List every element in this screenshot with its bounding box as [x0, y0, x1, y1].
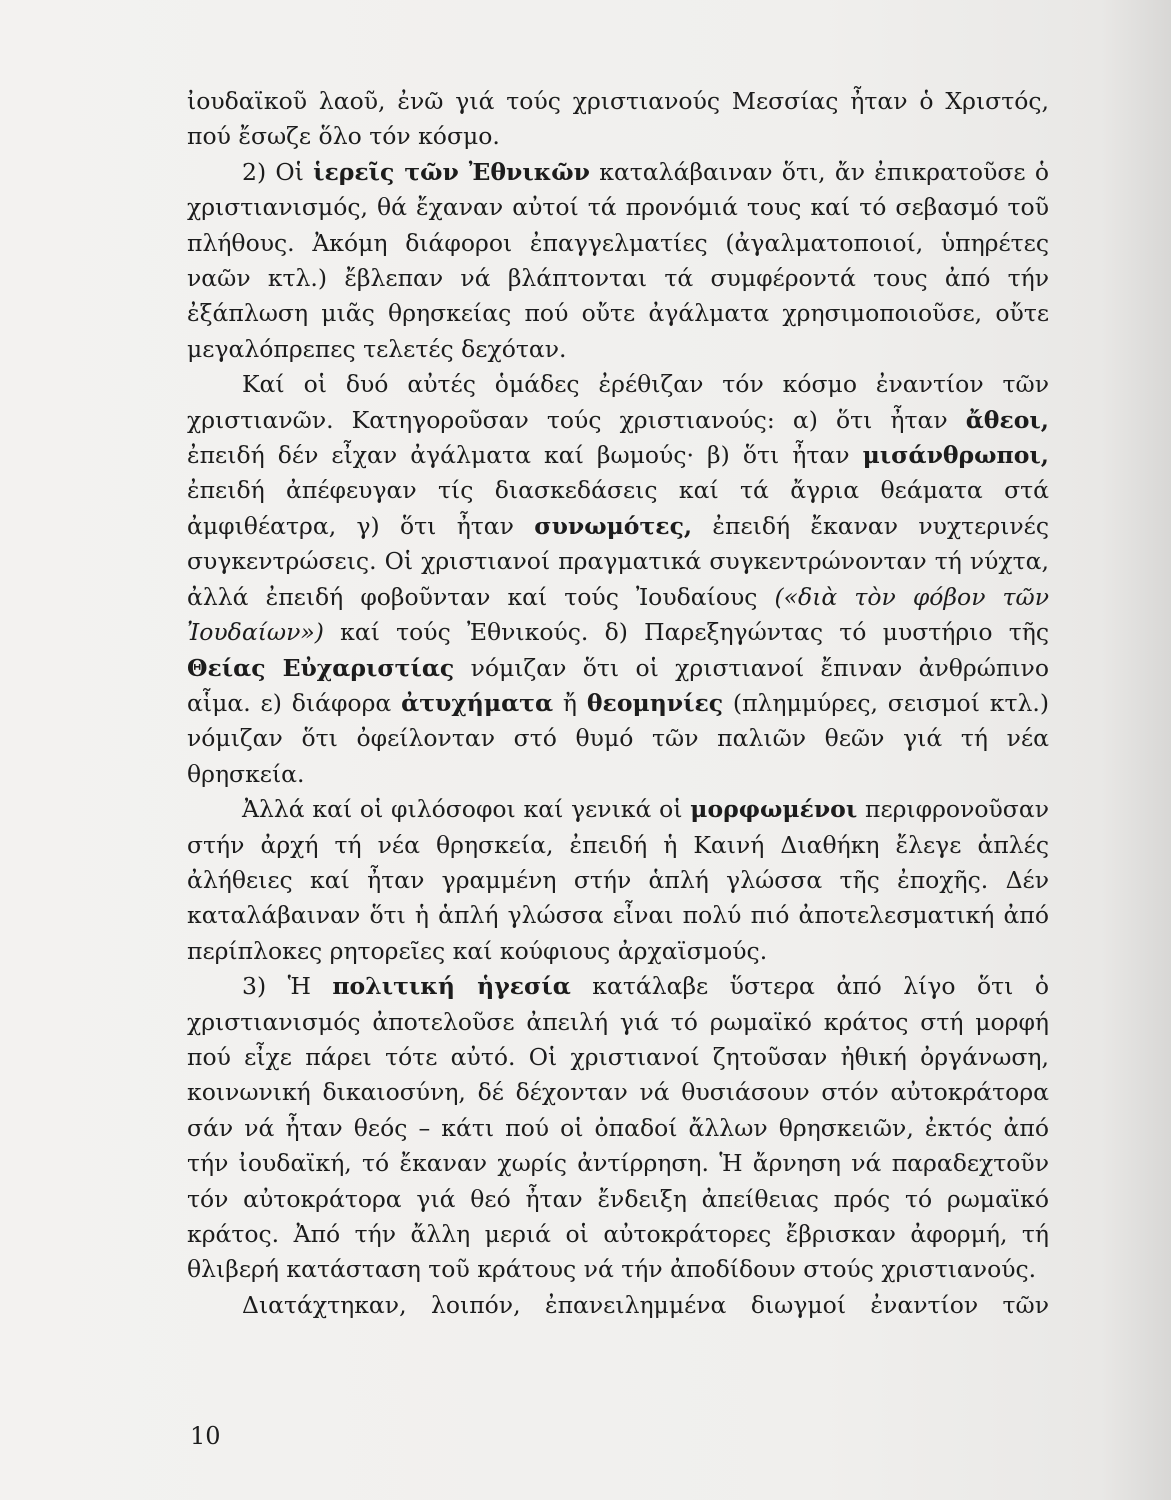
- bold-term: ἀτυχήματα: [401, 688, 554, 717]
- bold-term: πολιτική ἡγεσία: [332, 972, 571, 1001]
- bold-term: μορφωμένοι: [690, 795, 858, 824]
- paragraph-pagan-priests: 2) Οἱ ἱερεῖς τῶν Ἐθνικῶν καταλάβαιναν ὅτι, ἄν ἐπικρατοῦσε ὁ χριστιανισμός, θά ἔχαναν αὐτοί τά προνόμιά τους καί τό σεβασμό τοῦ πλήθους. Ἀκόμη διάφοροι ἐπαγγελματίες (ἀγαλματοποιοί, ὑπηρέτες ναῶν κτλ.) ἔβλεπαν νά βλάπτονται τά συμφέροντά τους ἀπό τήν ἐξάπλωση μιᾶς θρησκείας πού οὔτε ἀγάλματα χρησιμοποιοῦσε, οὔτε μεγαλόπρεπες τελετές δεχόταν.: [187, 157, 1049, 363]
- paragraph-persecutions: Διατάχτηκαν, λοιπόν, ἐπανειλημμένα διωγμοί ἐναντίον τῶν: [242, 1290, 1049, 1319]
- bold-term: Θείας Εὐχαριστίας: [187, 653, 455, 682]
- paragraph-accusations: Καί οἱ δυό αὐτές ὁμάδες ἐρέθιζαν τόν κόσμο ἐναντίον τῶν χριστιανῶν. Κατηγοροῦσαν τούς χριστιανούς: α) ὅτι ἦταν ἄθεοι, ἐπειδή δέν εἶχαν ἀγάλματα καί βωμούς· β) ὅτι ἦταν μισάνθρωποι, ἐπειδή ἀπέφευγαν τίς διασκεδάσεις καί τά ἄγρια θεάματα στά ἀμφιθέατρα, γ) ὅτι ἦταν συνωμότες, ἐπειδή ἔκαναν νυχτερινές συγκεντρώσεις. Οἱ χριστιανοί πραγματικά συγκεντρώνονταν τή νύχτα, ἀλλά ἐπειδή φοβοῦνταν καί τούς Ἰουδαίους («διὰ τὸν φόβον τῶν Ἰουδαίων») καί τούς Ἐθνικούς. δ) Παρεξηγώντας τό μυστήριο τῆς Θείας Εὐχαριστίας νόμιζαν ὅτι οἱ χριστιανοί ἔπιναν ἀνθρώπινο αἷμα. ε) διάφορα ἀτυχήματα ἤ θεομηνίες (πλημμύρες, σεισμοί κτλ.) νόμιζαν ὅτι ὀφείλονταν στό θυμό τῶν παλιῶν θεῶν γιά τή νέα θρησκεία.: [187, 370, 1049, 788]
- page-number: 10: [190, 1422, 221, 1450]
- bold-term: ἱερεῖς τῶν Ἐθνικῶν: [313, 157, 590, 186]
- bold-term: ἄθεοι,: [965, 405, 1049, 434]
- paragraph-continuation: ἰουδαϊκοῦ λαοῦ, ἐνῶ γιά τούς χριστιανούς Μεσσίας ἦταν ὁ Χριστός, πού ἔσωζε ὅλο τόν κόσμο.: [187, 87, 1049, 151]
- paragraph-political-leadership: 3) Ἡ πολιτική ἡγεσία κατάλαβε ὕστερα ἀπό λίγο ὅτι ὁ χριστιανισμός ἀποτελοῦσε ἀπειλή γιά τό ρωμαϊκό κράτος στή μορφή πού εἶχε πάρει τότε αὐτό. Οἱ χριστιανοί ζητοῦσαν ἠθική ὀργάνωση, κοινωνική δικαιοσύνη, δέ δέχονταν νά θυσιάσουν στόν αὐτοκράτορα σάν νά ἦταν θεός – κάτι πού οἱ ὀπαδοί ἄλλων θρησκειῶν, ἐκτός ἀπό τήν ἰουδαϊκή, τό ἔκαναν χωρίς ἀντίρρηση. Ἡ ἄρνηση νά παραδεχτοῦν τόν αὐτοκράτορα γιά θεό ἦταν ἔνδειξη ἀπείθειας πρός τό ρωμαϊκό κράτος. Ἀπό τήν ἄλλη μεριά οἱ αὐτοκράτορες ἔβρισκαν ἀφορμή, τή θλιβερή κατάσταση τοῦ κράτους νά τήν ἀποδίδουν στούς χριστιανούς.: [187, 972, 1049, 1284]
- body-text: [187, 84, 1049, 1323]
- italic-quote: («διὰ τὸν φόβον τῶν Ἰουδαίων»): [187, 582, 1049, 647]
- bold-term: μισάνθρωποι,: [862, 441, 1049, 470]
- bold-term: συνωμότες,: [534, 511, 693, 540]
- paragraph-philosophers: Ἀλλά καί οἱ φιλόσοφοι καί γενικά οἱ μορφωμένοι περιφρονοῦσαν στήν ἀρχή τή νέα θρησκεία, ἐπειδή ἡ Καινή Διαθήκη ἔλεγε ἁπλές ἀλήθειες καί ἦταν γραμμένη στήν ἁπλή γλώσσα τῆς ἐποχῆς. Δέν καταλάβαιναν ὅτι ἡ ἁπλή γλώσσα εἶναι πολύ πιό ἀποτελεσματική ἀπό περίπλοκες ρητορεῖες καί κούφιους ἀρχαϊσμούς.: [187, 795, 1049, 965]
- bold-term: θεομηνίες: [586, 688, 724, 717]
